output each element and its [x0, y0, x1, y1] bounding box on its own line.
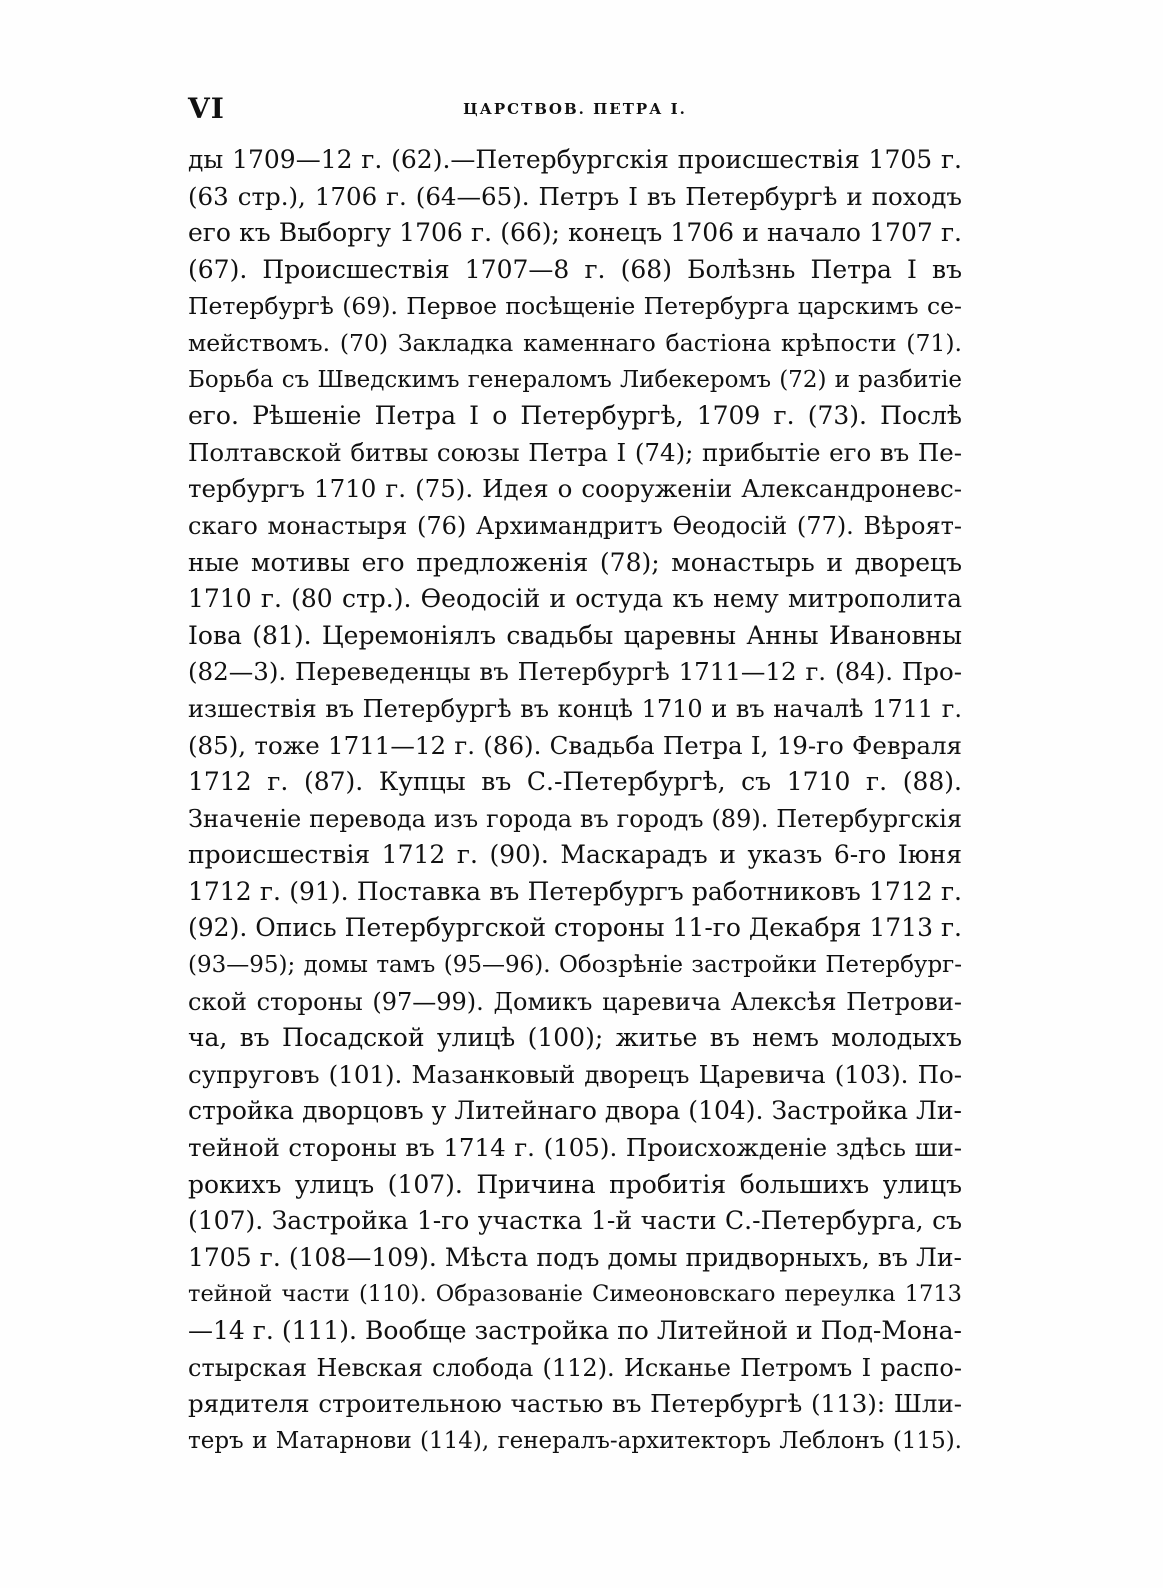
text-line: (82—3). Переведенцы въ Петербургѣ 1711—12 г. (84). Про-: [188, 657, 962, 687]
text-line: 1712 г. (91). Поставка въ Петербургъ работниковъ 1712 г.: [188, 876, 962, 906]
text-line: (67). Происшествія 1707—8 г. (68) Болѣзнь Петра I въ: [188, 254, 962, 284]
text-line: —14 г. (111). Вообще застройка по Литейной и Под-Мона-: [188, 1316, 962, 1345]
text-line: (63 стр.), 1706 г. (64—65). Петръ I въ Петербургѣ и походъ: [188, 181, 962, 211]
text-line: (92). Опись Петербургской стороны 11-го Декабря 1713 г.: [188, 913, 962, 943]
text-line: изшествія въ Петербургѣ въ концѣ 1710 и въ началѣ 1711 г.: [188, 694, 962, 723]
text-line: стройка дворцовъ у Литейнаго двора (104). Застройка Ли-: [188, 1096, 962, 1126]
text-line: рокихъ улицъ (107). Причина пробитія большихъ улицъ: [188, 1169, 962, 1199]
body-text: [188, 142, 962, 1459]
text-line: Борьба съ Шведскимъ генераломъ Либекеромъ (72) и разбитіе: [188, 366, 962, 393]
text-line: происшествія 1712 г. (90). Маскарадъ и указъ 6-го Іюня: [188, 840, 962, 870]
text-line: Петербургѣ (69). Первое посѣщеніе Петербурга царскимъ се-: [188, 292, 962, 321]
text-line: тербургъ 1710 г. (75). Идея о сооруженіи Александроневс-: [188, 474, 962, 504]
text-line: 1712 г. (87). Купцы въ С.-Петербургѣ, съ 1710 г. (88).: [188, 767, 962, 797]
running-head: [188, 92, 962, 132]
text-line: супруговъ (101). Мазанковый дворецъ Царевича (103). По-: [188, 1059, 962, 1089]
page-number: VI: [188, 92, 225, 125]
text-line: (93—95); домы тамъ (95—96). Обозрѣніе застройки Петербург-: [188, 952, 962, 979]
text-line: его. Рѣшеніе Петра I о Петербургѣ, 1709 г. (73). Послѣ: [188, 401, 962, 431]
text-line: 1710 г. (80 стр.). Ѳеодосій и остуда къ нему митрополита: [188, 584, 962, 614]
text-line: рядителя строительною частью въ Петербургѣ (113): Шли-: [188, 1389, 962, 1419]
text-line: Іова (81). Церемоніялъ свадьбы царевны Анны Ивановны: [188, 620, 962, 650]
text-line: мействомъ. (70) Закладка каменнаго бастіона крѣпости (71).: [188, 328, 962, 357]
text-line: ской стороны (97—99). Домикъ царевича Алексѣя Петрови-: [188, 987, 962, 1016]
text-line: его къ Выборгу 1706 г. (66); конецъ 1706 и начало 1707 г.: [188, 218, 962, 248]
running-head-title: ЦАРСТВОВ. ПЕТРА I.: [463, 100, 687, 118]
text-line: ды 1709—12 г. (62).—Петербургскія происшествія 1705 г.: [188, 145, 962, 174]
text-line: (85), тоже 1711—12 г. (86). Свадьба Петра I, 19-го Февраля: [188, 730, 962, 760]
text-line: скаго монастыря (76) Архимандритъ Ѳеодосій (77). Вѣроят-: [188, 511, 962, 540]
text-line: теръ и Матарнови (114), генералъ-архитекторъ Леблонъ (115).: [188, 1427, 962, 1454]
text-line: тейной части (110). Образованіе Симеоновскаго переулка 1713: [188, 1281, 962, 1308]
text-line: тейной стороны въ 1714 г. (105). Происхожденіе здѣсь ши-: [188, 1133, 962, 1163]
text-line: (107). Застройка 1-го участка 1-й части С.-Петербурга, съ: [188, 1206, 962, 1236]
text-line: Полтавской битвы союзы Петра I (74); прибытіе его въ Пе-: [188, 437, 962, 467]
text-line: Значеніе перевода изъ города въ городъ (89). Петербургскія: [188, 804, 962, 833]
text-line: стырская Невская слобода (112). Исканье Петромъ I распо-: [188, 1353, 962, 1382]
text-line: ча, въ Посадской улицѣ (100); житье въ немъ молодыхъ: [188, 1023, 962, 1053]
text-line: 1705 г. (108—109). Мѣста подъ домы придворныхъ, въ Ли-: [188, 1242, 962, 1272]
text-line: ные мотивы его предложенія (78); монастырь и дворецъ: [188, 547, 962, 577]
